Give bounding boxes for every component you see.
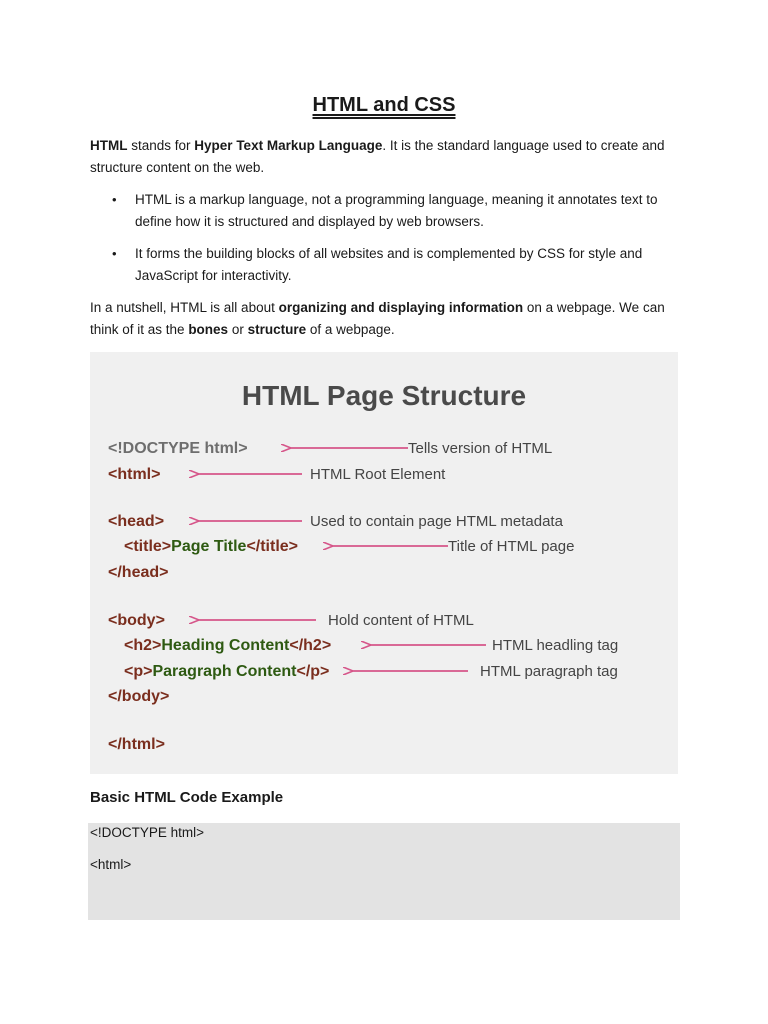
bullet-marker: • [112,246,117,261]
nutshell-text: of a webpage. [306,322,395,337]
code-example-block [88,823,680,920]
intro-line-1 [90,135,680,157]
diagram-annotation-label: Hold content of HTML [328,612,474,629]
bullet-line: HTML is a markup language, not a programming language, meaning it annotates text to [135,192,658,207]
nutshell-line-2 [90,319,680,341]
nutshell-text: or [228,322,248,337]
bullet-marker: • [112,192,117,207]
nutshell-bold: structure [247,322,307,337]
diagram-annotation-label: HTML headling tag [492,637,619,654]
bullet-line: It forms the building blocks of all websites and is complemented by CSS for style and [135,246,643,261]
diagram-code-line: <title>Page Title</title> [124,538,299,555]
intro-paragraph [90,135,680,179]
nutshell-bold: organizing and displaying information [278,300,524,315]
bullet-item [135,243,680,287]
diagram-code-line: <!DOCTYPE html> [108,440,248,457]
code-line: <!DOCTYPE html> [90,825,205,840]
term-hypertext: Hyper Text Markup Language [194,138,383,153]
diagram-annotation-label: HTML paragraph tag [480,663,618,680]
diagram-code-line: </html> [108,736,165,753]
diagram-code-line: <html> [108,466,161,483]
diagram-code-line: <head> [108,513,165,530]
diagram-code-line: </body> [108,688,170,705]
nutshell-text: think of it as the [90,322,189,337]
page-title: HTML and CSS [312,94,456,116]
diagram-annotation-label: HTML Root Element [310,466,446,483]
diagram-code-line: </head> [108,564,169,581]
nutshell-line-1 [90,297,680,319]
diagram-annotation-label: Tells version of HTML [408,440,553,457]
diagram-annotation-label: Title of HTML page [448,538,575,555]
diagram-canvas [90,352,678,774]
intro-text-b: . It is the standard language used to create and [382,138,665,153]
nutshell-text: on a webpage. We can [523,300,665,315]
diagram-annotation-label: Used to contain page HTML metadata [310,513,563,530]
intro-line-2: structure content on the web. [90,160,265,175]
code-line: <html> [90,857,132,872]
intro-text-a: stands for [127,138,195,153]
nutshell-bold: bones [188,322,229,337]
html-structure-diagram [90,352,678,774]
diagram-code-line: <body> [108,612,165,629]
section-heading: Basic HTML Code Example [90,789,284,806]
bullet-item [135,189,680,233]
nutshell-text: In a nutshell, HTML is all about [90,300,279,315]
diagram-rows [108,440,618,753]
bullet-line: JavaScript for interactivity. [135,268,292,283]
bullet-line: define how it is structured and displayed by web browsers. [135,214,484,229]
nutshell-paragraph [90,297,680,341]
diagram-code-line: <h2>Heading Content</h2> [124,637,332,654]
term-html: HTML [90,138,128,153]
diagram-heading: HTML Page Structure [241,380,527,411]
diagram-code-line: <p>Paragraph Content</p> [124,663,330,680]
